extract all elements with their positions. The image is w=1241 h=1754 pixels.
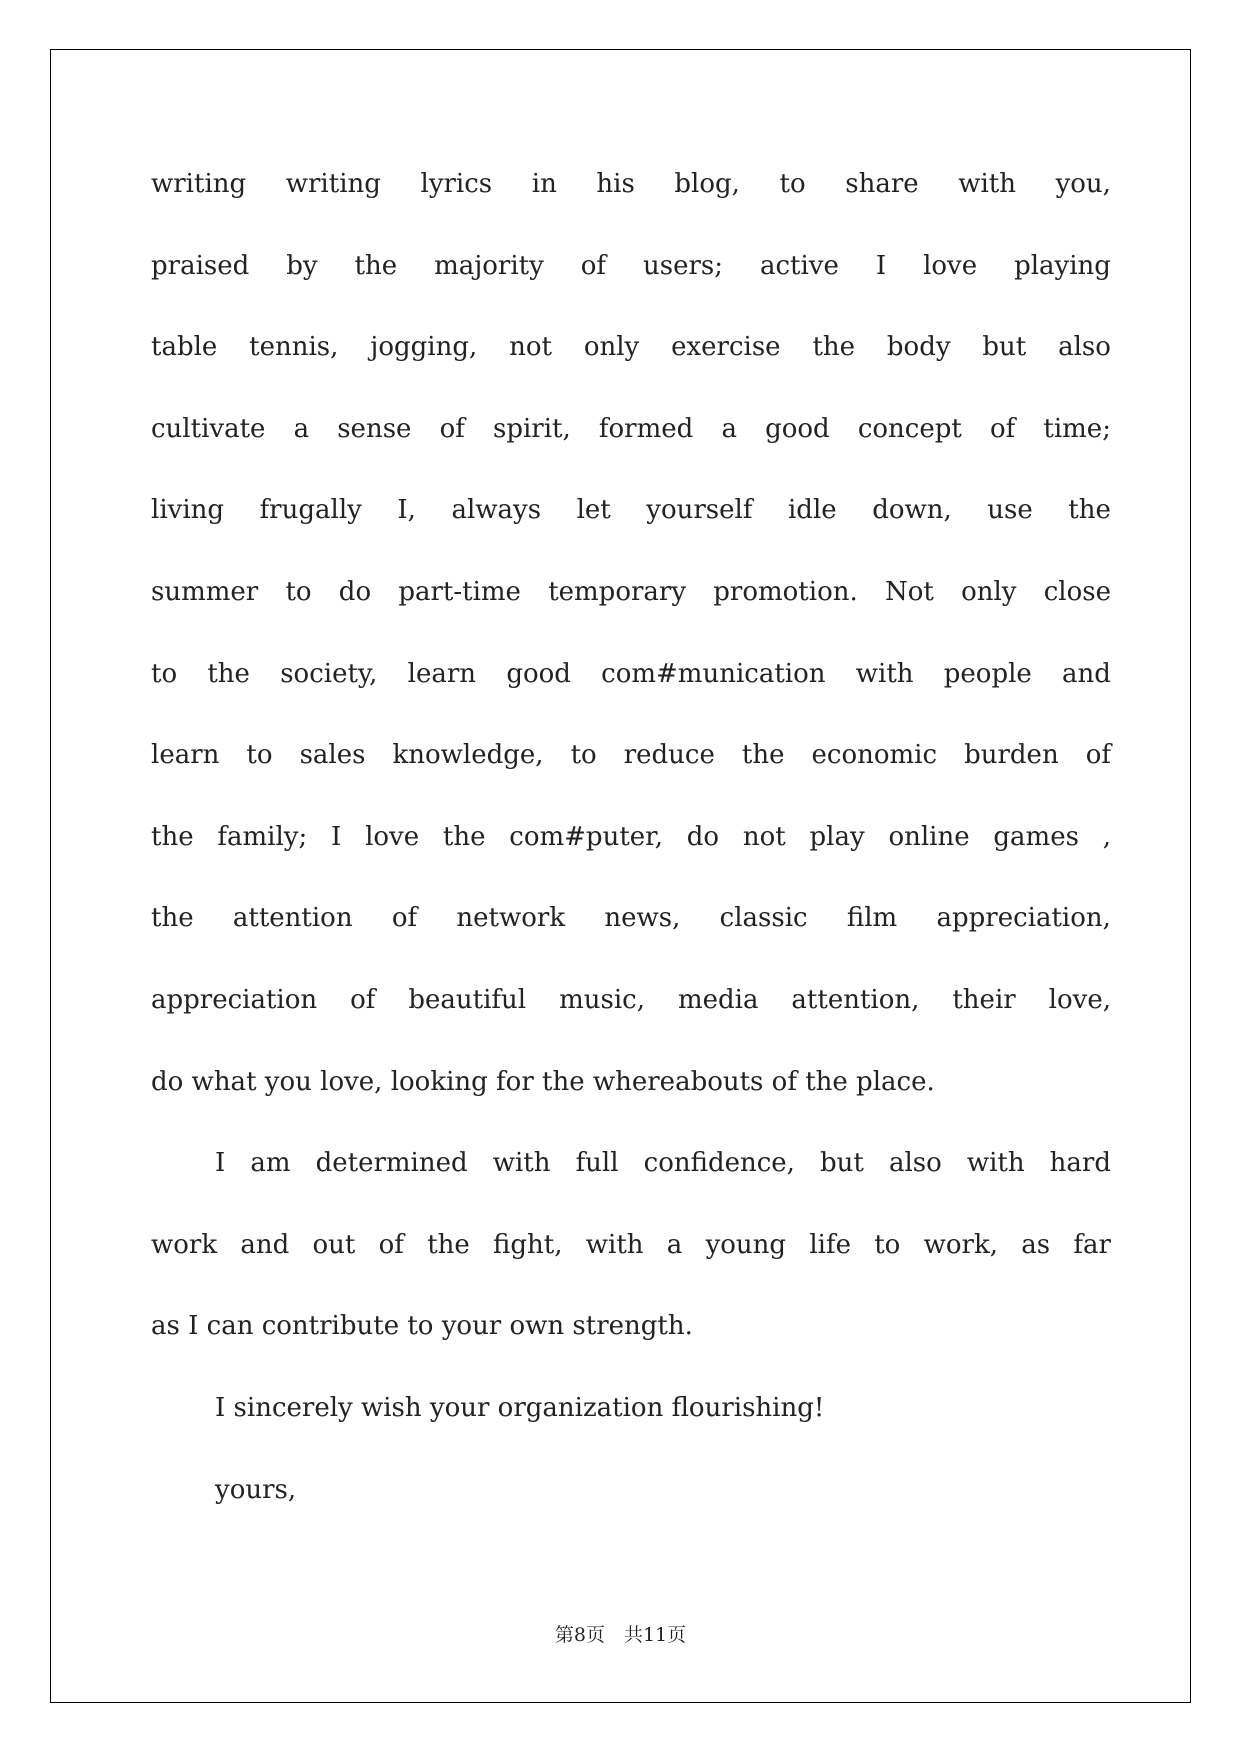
word: always (451, 495, 542, 526)
word: economic (811, 740, 938, 771)
word: the (427, 1229, 470, 1260)
word: the (442, 821, 486, 852)
word: to (285, 576, 312, 607)
word: sense (337, 413, 412, 444)
word: blog, (674, 169, 740, 199)
word: to (779, 169, 806, 199)
word: also (888, 1148, 942, 1179)
word: a (293, 413, 310, 444)
word: and (1062, 658, 1111, 689)
word: network (456, 903, 566, 934)
word: jogging, (370, 332, 478, 363)
word: of (439, 413, 465, 444)
word: share (845, 169, 919, 199)
word: living (151, 495, 225, 526)
word: frugally (259, 495, 362, 526)
word: I (875, 250, 887, 281)
word: writing (151, 169, 247, 199)
word: games (993, 821, 1079, 852)
word: news, (604, 903, 681, 934)
word: learn (151, 740, 220, 771)
word: good (506, 658, 571, 689)
word: play (809, 821, 865, 852)
word: only (583, 332, 640, 363)
word: Not (884, 576, 934, 607)
word: temporary (548, 576, 687, 607)
text-line (151, 491, 1111, 573)
word: do (338, 576, 372, 607)
word: people (943, 658, 1032, 689)
word: with (855, 658, 914, 689)
word: I (331, 821, 342, 852)
word: and (240, 1229, 290, 1260)
word: cultivate (151, 413, 266, 444)
word: appreciation, (936, 903, 1111, 934)
text-line (151, 247, 1111, 329)
word: to (246, 740, 273, 771)
word: the (812, 332, 856, 363)
word: burden (964, 740, 1059, 771)
word: love, (1048, 984, 1111, 1015)
word: their (952, 984, 1016, 1015)
word: work, (923, 1229, 998, 1260)
word: also (1058, 332, 1111, 363)
word: the (151, 903, 194, 934)
word: majority (434, 250, 544, 281)
word: writing (285, 169, 381, 199)
word: not (509, 332, 552, 363)
page-number-footer: 第8页 共11页 (554, 1624, 687, 1646)
word: reduce (623, 740, 715, 771)
word: down, (872, 495, 952, 526)
text-line (151, 899, 1111, 981)
word: exercise (671, 332, 781, 363)
word: classic (719, 903, 808, 934)
text-line (151, 410, 1111, 492)
word: the (207, 658, 250, 689)
word: use (987, 495, 1033, 526)
word: but (982, 332, 1027, 363)
word: beautiful (408, 984, 527, 1015)
word: the (741, 740, 785, 771)
word: love (923, 250, 978, 281)
word: young (705, 1229, 787, 1260)
word: of (580, 250, 607, 281)
word: playing (1014, 250, 1111, 281)
word: music, (559, 984, 645, 1015)
word: family; (217, 821, 308, 852)
line-text: I sincerely wish your organization flourishing! (215, 1392, 825, 1423)
word: I, (397, 495, 416, 526)
word: online (888, 821, 970, 852)
text-line (151, 328, 1111, 410)
word: hard (1049, 1148, 1111, 1179)
word: but (820, 1148, 864, 1179)
text-line (151, 1389, 1111, 1471)
word: I (215, 1148, 226, 1179)
word: the (354, 250, 398, 281)
word: to (151, 658, 178, 689)
word: do (686, 821, 720, 852)
word: time; (1043, 413, 1111, 444)
word: not (742, 821, 786, 852)
word: of (1085, 740, 1111, 771)
word: love (365, 821, 420, 852)
word: with (585, 1229, 644, 1260)
word: his (596, 169, 635, 199)
line-text: yours, (215, 1474, 297, 1505)
text-line (151, 1307, 1111, 1389)
document-body (151, 165, 1111, 1552)
text-line (151, 1471, 1111, 1553)
word: idle (787, 495, 837, 526)
word: film (846, 903, 898, 934)
word: formed (598, 413, 694, 444)
word: a (721, 413, 737, 444)
word: concept (857, 413, 962, 444)
word: only (961, 576, 1017, 607)
word: in (531, 169, 557, 199)
text-line (151, 736, 1111, 818)
word: far (1073, 1229, 1111, 1260)
word: full (575, 1148, 619, 1179)
word: am (250, 1148, 291, 1179)
word: out (312, 1229, 356, 1260)
word: of (989, 413, 1016, 444)
word: knowledge, (392, 740, 544, 771)
word: of (391, 903, 418, 934)
line-text: as I can contribute to your own strength. (151, 1311, 693, 1342)
word: determined (315, 1148, 468, 1179)
word: , (1102, 821, 1111, 852)
text-line (151, 1226, 1111, 1308)
word: let (576, 495, 611, 526)
text-line (151, 165, 1111, 247)
word: users; (643, 250, 724, 281)
word: body (886, 332, 951, 363)
word: of (378, 1229, 404, 1260)
word: with (492, 1148, 551, 1179)
word: with (966, 1148, 1025, 1179)
word: spirit, (493, 413, 571, 444)
word: by (286, 250, 318, 281)
word: attention, (791, 984, 920, 1015)
word: you, (1055, 169, 1111, 199)
line-text: do what you love, looking for the whereabouts of the place. (151, 1066, 935, 1097)
word: media (677, 984, 759, 1015)
text-line (151, 1063, 1111, 1145)
word: society, (280, 658, 378, 689)
word: the (1068, 495, 1111, 526)
word: a (666, 1229, 683, 1260)
word: com#puter, (509, 821, 663, 852)
word: work (151, 1229, 218, 1260)
word: praised (151, 250, 250, 281)
word: promotion. (713, 576, 858, 607)
word: the (151, 821, 194, 852)
text-line (151, 573, 1111, 655)
word: com#munication (601, 658, 826, 689)
word: close (1043, 576, 1111, 607)
text-line (151, 655, 1111, 737)
word: active (759, 250, 839, 281)
word: life (809, 1229, 851, 1260)
text-line (151, 818, 1111, 900)
word: learn (407, 658, 477, 689)
word: yourself (646, 495, 753, 526)
word: tennis, (249, 332, 339, 363)
word: confidence, (643, 1148, 795, 1179)
word: to (874, 1229, 901, 1260)
word: table (151, 332, 218, 363)
word: sales (299, 740, 366, 771)
word: as (1021, 1229, 1051, 1260)
text-line (151, 1144, 1111, 1226)
word: with (958, 169, 1016, 199)
word: summer (151, 576, 259, 607)
text-line (151, 981, 1111, 1063)
word: part-time (398, 576, 521, 607)
word: of (350, 984, 376, 1015)
word: attention (232, 903, 353, 934)
word: lyrics (420, 169, 493, 199)
word: fight, (493, 1229, 563, 1260)
word: good (765, 413, 830, 444)
word: appreciation (151, 984, 318, 1015)
word: to (570, 740, 597, 771)
